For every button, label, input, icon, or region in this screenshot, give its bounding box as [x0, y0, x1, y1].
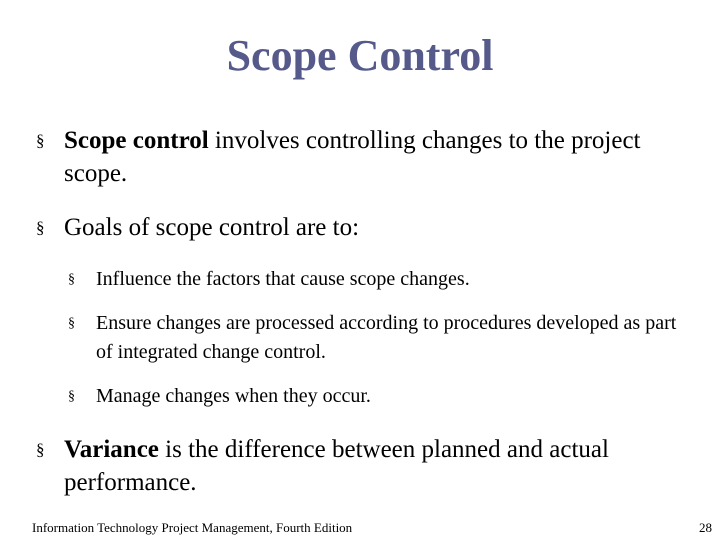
- bullet-marker-icon: §: [68, 316, 75, 331]
- footer-text: Information Technology Project Management, Fourth Edition: [32, 520, 353, 535]
- bullet-text: Goals of scope control are to:: [64, 214, 360, 241]
- sub-bullet-item: [68, 309, 696, 367]
- bullet-text: Ensure changes are processed according to procedures developed as part of integrated change control.: [96, 312, 677, 363]
- bullet-marker-icon: §: [36, 131, 45, 150]
- bullet-marker-icon: §: [36, 440, 45, 459]
- sub-bullet-item: [68, 382, 696, 411]
- bullet-item: [36, 124, 696, 190]
- bullet-term: Scope control: [64, 127, 209, 154]
- bullet-marker-icon: §: [68, 389, 75, 404]
- bullet-list: [36, 124, 696, 499]
- bullet-item: [36, 211, 696, 244]
- page-number: 28: [699, 520, 712, 535]
- bullet-item: [36, 433, 696, 499]
- bullet-marker-icon: §: [36, 218, 45, 237]
- bullet-text: Influence the factors that cause scope changes.: [96, 268, 470, 290]
- slide-title: Scope Control: [226, 31, 494, 80]
- sub-bullet-item: [68, 265, 696, 294]
- bullet-text: involves controlling changes to the project scope.: [64, 127, 641, 187]
- bullet-marker-icon: §: [68, 272, 75, 287]
- bullet-term: Variance: [64, 436, 159, 463]
- bullet-text: Manage changes when they occur.: [96, 385, 371, 407]
- bullet-text: is the difference between planned and actual performance.: [64, 436, 609, 496]
